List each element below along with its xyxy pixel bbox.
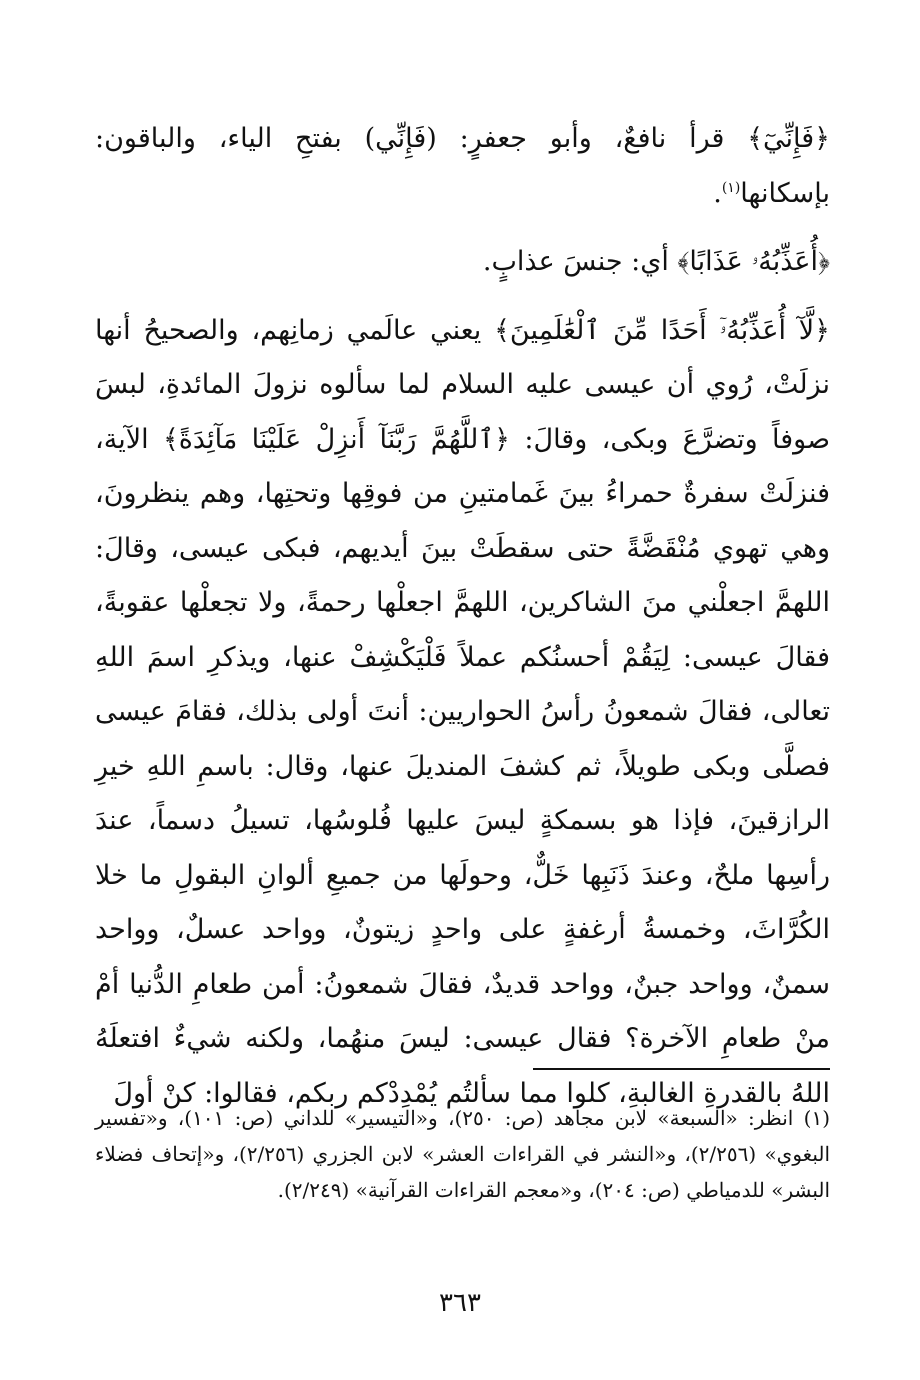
footnote-reference: (١) <box>721 179 741 196</box>
footnote-marker: (١) <box>803 1106 831 1130</box>
page-number: ٣٦٣ <box>439 1288 481 1318</box>
footnote-section <box>95 1100 830 1208</box>
footnote-text: انظر: «السبعة» لابن مجاهد (ص: ٢٥٠)، و«التيسير» للداني (ص: ١٠١)، و«تفسير البغوي» (٢/٢٥٦)، و«النشر في القراءات العشر» لابن الجزري (٢/٢٥٦)، و«إتحاف فضلاء البشر» للدمياطي (ص: ٢٠٤)، و«معجم القراءات القرآنية» (٢/٢٤٩). <box>95 1106 831 1202</box>
paragraph-adhab: ﴿أُعَذِّبُهُۥ عَذَابًا﴾ أي: جنسَ عذابٍ. <box>482 246 830 277</box>
paragraph-qiraat <box>95 112 830 221</box>
paragraph-maidah: ﴿لَّآ أُعَذِّبُهُۥٓ أَحَدًا مِّنَ ٱلْعَٰلَمِينَ﴾ يعني عالَمي زمانِهم، والصحيحُ أنها نزلَتْ، رُوي أن عيسى عليه السلام لما سألوه نزولَ المائدةِ، لبسَ صوفاً وتضرَّعَ وبكى، وقالَ: ﴿ٱللَّهُمَّ رَبَّنَآ أَنزِلْ عَلَيْنَا مَآئِدَةً﴾ الآية، فنزلَتْ سفرةٌ حمراءُ بينَ غَمامتينِ من فوقِها وتحتِها، وهم ينظرونَ، وهي تهوي مُنْقَضَّةً حتى سقطَتْ بينَ أيديهم، فبكى عيسى، وقالَ: اللهمَّ اجعلْني منَ الشاكرين، اللهمَّ اجعلْها رحمةً، ولا تجعلْها عقوبةً، فقالَ عيسى: لِيَقُمْ أحسنُكم عملاً فَلْيَكْشِفْ عنها، ويذكرِ اسمَ اللهِ تعالى، فقالَ شمعونُ رأسُ الحواريين: أنتَ أولى بذلك، فقامَ عيسى فصلَّى وبكى طويلاً، ثم كشفَ المنديلَ عنها، وقال: باسمِ اللهِ خيرِ الرازقينَ، فإذا هو بسمكةٍ ليسَ عليها فُلوسُها، تسيلُ دسماً، عندَ رأسِها ملحٌ، وعندَ ذَنَبِها خَلٌّ، وحولَها من جميعِ ألوانِ البقولِ ما خلا الكُرَّاثَ، وخمسةُ أرغفةٍ على واحدٍ زيتونٌ، وواحد عسلٌ، وواحد سمنٌ، وواحد جبنٌ، وواحد قديدٌ، فقالَ شمعونُ: أمن طعامِ الدُّنيا أمْ منْ طعامِ الآخرة؟ فقال عيسى: ليسَ منهُما، ولكنه شيءٌ افتعلَهُ اللهُ بالقدرةِ الغالبةِ، كلوا مما سألتُم يُمْدِدْكم ربكم، فقالوا: كنْ أولَ <box>95 314 830 1109</box>
footnote-separator <box>533 1068 830 1070</box>
paragraph-text: ﴿فَإِنِّيٓ﴾ قرأ نافعٌ، وأبو جعفرٍ: (فَإِنِّي) بفتحِ الياء، والباقون: بإسكانها <box>95 123 830 209</box>
paragraph-tail: . <box>713 177 722 209</box>
footnote-item <box>95 1100 830 1208</box>
main-text <box>95 112 830 1121</box>
